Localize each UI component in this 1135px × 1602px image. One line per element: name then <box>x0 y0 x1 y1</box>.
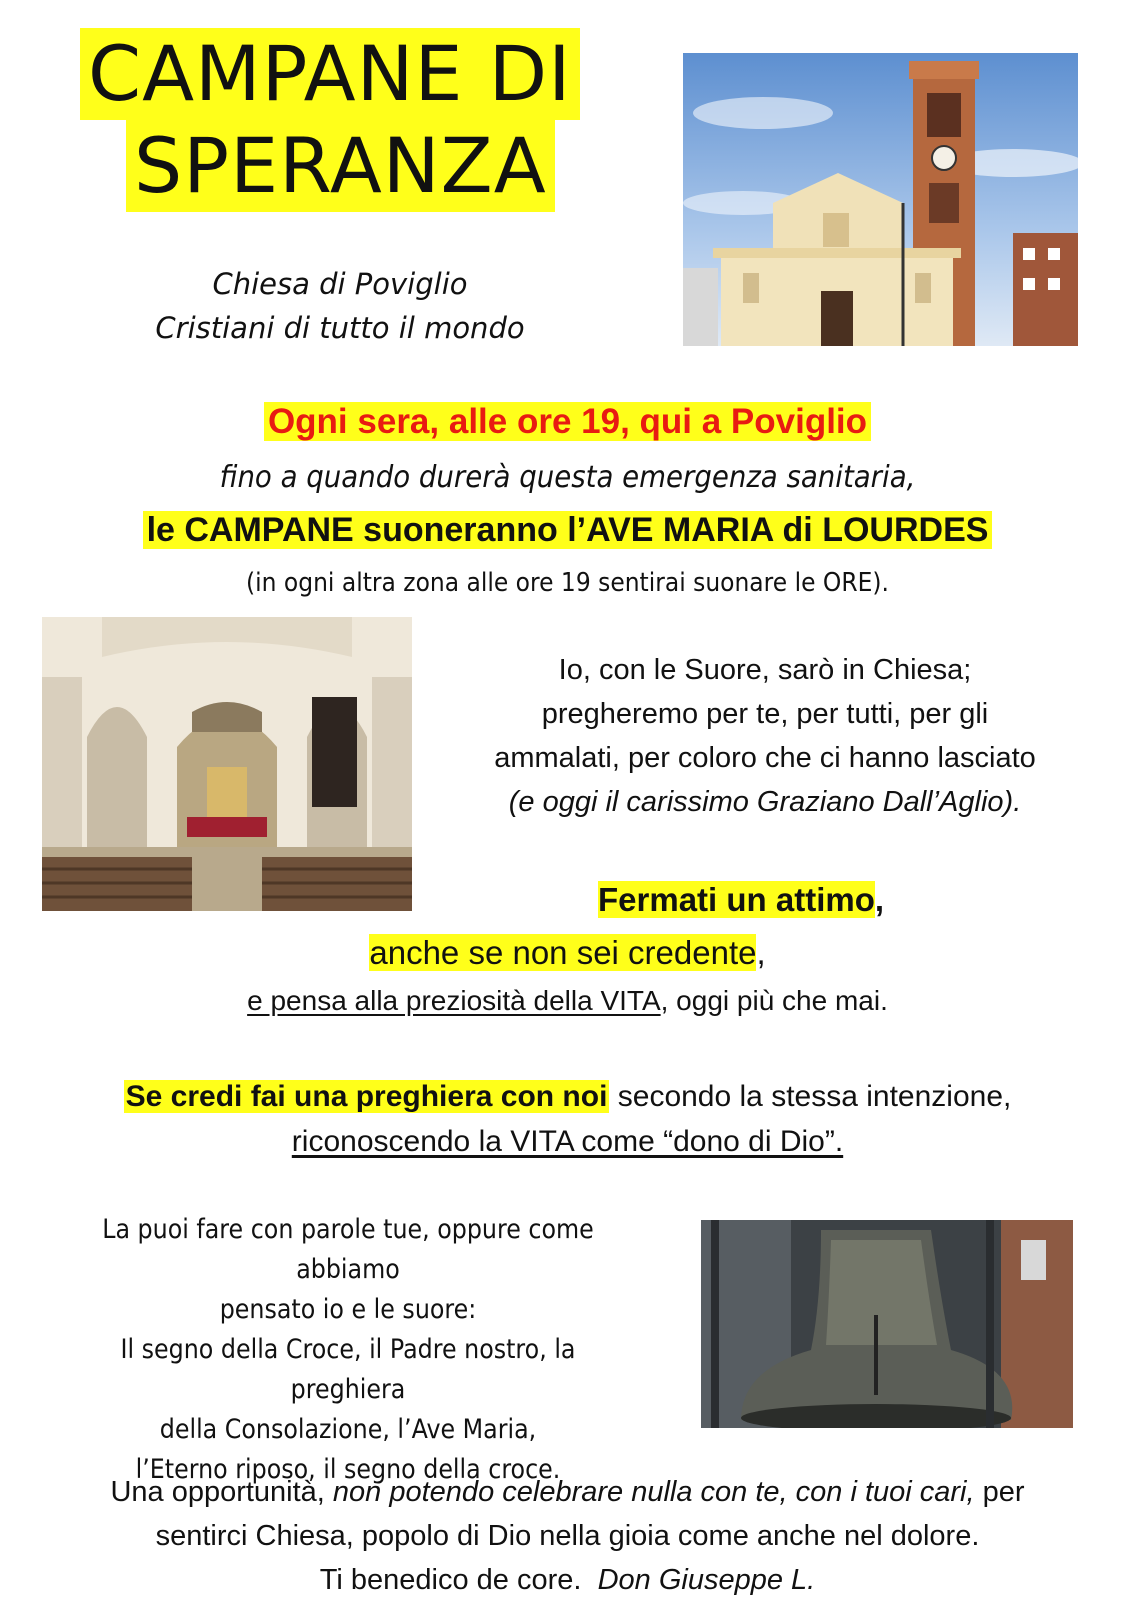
pray-with-us-line <box>0 1075 1135 1119</box>
how-to-line-1: La puoi fare con parole tue, oppure come abbiamo <box>102 1214 594 1285</box>
how-to-line-4: della Consolazione, l’Ave Maria, <box>159 1414 537 1445</box>
prayer-paragraph <box>440 648 1090 824</box>
prayer-line-1: Io, con le Suore, sarò in Chiesa; <box>558 654 972 686</box>
how-to-line-2: pensato io e le suore: <box>219 1294 477 1325</box>
prayer-line-4: (e oggi il carissimo Graziano Dall’Aglio). <box>508 786 1022 818</box>
prayer-line-3: ammalati, per coloro che ci hanno lasciato <box>494 742 1036 774</box>
stop-comma: , <box>874 881 885 918</box>
duration-line: fino a quando durerà questa emergenza sanitaria, <box>219 460 916 495</box>
closing-part-2: non potendo celebrare nulla con te, con i tuoi cari, <box>332 1476 975 1508</box>
closing-line-1 <box>10 1470 1125 1514</box>
schedule-text: Ogni sera, alle ore 19, qui a Poviglio <box>264 402 871 441</box>
believer-highlight: anche se non sei credente <box>369 934 757 971</box>
how-to-paragraph <box>66 1210 629 1490</box>
how-to-line-3: Il segno della Croce, il Padre nostro, la preghiera <box>120 1334 576 1405</box>
closing-part-1: Una opportunità, <box>110 1476 333 1508</box>
think-line <box>0 980 1135 1022</box>
closing-paragraph <box>10 1470 1125 1602</box>
think-rest: , oggi più che mai. <box>660 985 888 1016</box>
church-interior-photo <box>42 617 412 911</box>
stop-line <box>598 877 1078 923</box>
bell-photo <box>701 1220 1073 1428</box>
blessing-text: Ti benedico de core. <box>319 1564 598 1596</box>
believer-line <box>0 930 1135 976</box>
church-exterior-photo <box>683 53 1078 346</box>
closing-part-3: per <box>974 1476 1025 1508</box>
bells-line <box>0 506 1135 554</box>
signature: Don Giuseppe L. <box>597 1564 816 1596</box>
subtitle <box>120 262 560 350</box>
stop-highlight: Fermati un attimo <box>598 881 875 918</box>
page-title <box>80 28 640 212</box>
title-line-2: SPERANZA <box>126 120 555 212</box>
closing-line-2: sentirci Chiesa, popolo di Dio nella gioia come anche nel dolore. <box>155 1520 980 1552</box>
pray-with-us-bold: Se credi fai una preghiera con noi <box>125 1080 608 1113</box>
how-to-line-5: l’Eterno riposo, il segno della croce. <box>135 1454 561 1485</box>
other-zones-line: (in ogni altra zona alle ore 19 sentirai suonare le ORE). <box>246 568 889 598</box>
prayer-line-2: pregheremo per te, per tutti, per gli <box>541 698 989 730</box>
bells-text: le CAMPANE suoneranno l’AVE MARIA di LOURDES <box>143 511 993 549</box>
schedule-line <box>0 398 1135 446</box>
believer-comma: , <box>756 934 766 971</box>
recognize-line <box>0 1120 1135 1164</box>
subtitle-line-1: Chiesa di Poviglio <box>212 267 468 301</box>
think-underlined: e pensa alla preziosità della VITA <box>247 985 661 1016</box>
recognize-text: riconoscendo la VITA come “dono di Dio”. <box>291 1125 844 1158</box>
subtitle-line-2: Cristiani di tutto il mondo <box>155 311 525 345</box>
title-line-1: CAMPANE DI <box>80 28 580 120</box>
pray-with-us-rest: secondo la stessa intenzione, <box>609 1080 1012 1113</box>
closing-line-3 <box>10 1558 1125 1602</box>
